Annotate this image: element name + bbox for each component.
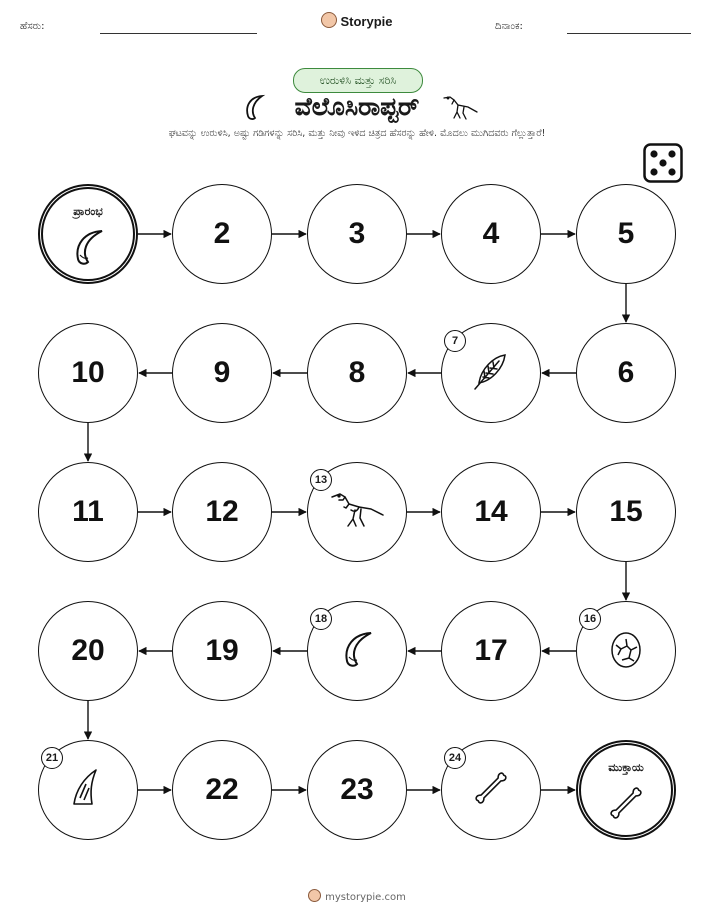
cell-number: 9: [213, 356, 231, 389]
cell-number: 12: [205, 495, 239, 528]
activity-pill: ಉರುಳಿಸಿ ಮತ್ತು ಸರಿಸಿ: [293, 68, 423, 93]
cell-number: 22: [205, 773, 239, 806]
cell-number: 11: [72, 495, 104, 528]
cell-number-badge: 21: [41, 747, 63, 769]
board-cell-24: [441, 740, 541, 840]
board-cell-20: [38, 601, 138, 701]
board-cell-7: [441, 323, 541, 423]
board-cell-13: [307, 462, 407, 562]
feather-icon: [469, 349, 513, 397]
cell-number: 17: [474, 634, 508, 667]
cell-number: 4: [482, 217, 500, 250]
cell-number-badge: 7: [444, 330, 466, 352]
board-cell-15: [576, 462, 676, 562]
cell-number: 6: [617, 356, 635, 389]
board-cell-4: [441, 184, 541, 284]
footer: [0, 889, 714, 903]
bone-icon: [469, 766, 513, 814]
cell-number-badge: 24: [444, 747, 466, 769]
board-cell-16: [576, 601, 676, 701]
cell-number-badge: 16: [579, 608, 601, 630]
board-cell-8: [307, 323, 407, 423]
board-cell-3: [307, 184, 407, 284]
brand-name: Storypie: [340, 14, 393, 29]
name-label: ಹೆಸರು:: [20, 21, 45, 32]
cell-number: 19: [205, 634, 239, 667]
cell-number-badge: 18: [310, 608, 332, 630]
tooth-icon: [66, 766, 110, 814]
egg-icon: [604, 627, 648, 675]
board-cell-18: [307, 601, 407, 701]
claw-icon: [335, 627, 379, 675]
cell-number: 3: [348, 217, 366, 250]
velociraptor-icon: [329, 488, 385, 536]
board-cell-22: [172, 740, 272, 840]
instructions: ಘಟವನ್ನು ಉರುಳಿಸಿ, ಅಷ್ಟು ಗಡಿಗಳನ್ನು ಸರಿಸಿ, ಮತ್ತು ನೀವು ಇಳಿದ ಚಿತ್ರದ ಹೆಸರನ್ನು ಹೇಳಿ. ಮೊದಲು ಮುಗಿದವರು ಗೆಲ್ಲುತ್ತಾರೆ!: [168, 128, 546, 139]
claw-icon: [66, 225, 110, 273]
footer-bear-icon: [308, 889, 321, 902]
cell-number-badge: 13: [310, 469, 332, 491]
board-cell-11: [38, 462, 138, 562]
start-label: ಪ್ರಾರಂಭ: [73, 205, 103, 218]
board-cell-12: [172, 462, 272, 562]
board-cell-2: [172, 184, 272, 284]
cell-number: 2: [213, 217, 231, 250]
cell-number: 23: [340, 773, 374, 806]
cell-number: 10: [71, 356, 105, 389]
board-cell-19: [172, 601, 272, 701]
finish-label: ಮುಕ್ತಾಯ: [608, 761, 644, 774]
cell-number: 5: [617, 217, 635, 250]
board-cell-1: [38, 184, 138, 284]
cell-number: 20: [71, 634, 105, 667]
board-cell-10: [38, 323, 138, 423]
board-cell-14: [441, 462, 541, 562]
board-cell-6: [576, 323, 676, 423]
page-title: ವೆಲೊಸಿರಾಪ್ಟರ್: [294, 92, 420, 121]
board-cell-21: [38, 740, 138, 840]
board-cell-5: [576, 184, 676, 284]
bone-icon: [604, 781, 648, 829]
board-cell-9: [172, 323, 272, 423]
board-cell-25: [576, 740, 676, 840]
footer-url: mystorypie.com: [325, 892, 406, 903]
cell-number: 14: [474, 495, 508, 528]
board-cell-23: [307, 740, 407, 840]
cell-number: 15: [609, 495, 643, 528]
cell-number: 8: [348, 356, 366, 389]
board-cell-17: [441, 601, 541, 701]
date-label: ದಿನಾಂಕ:: [495, 21, 523, 32]
